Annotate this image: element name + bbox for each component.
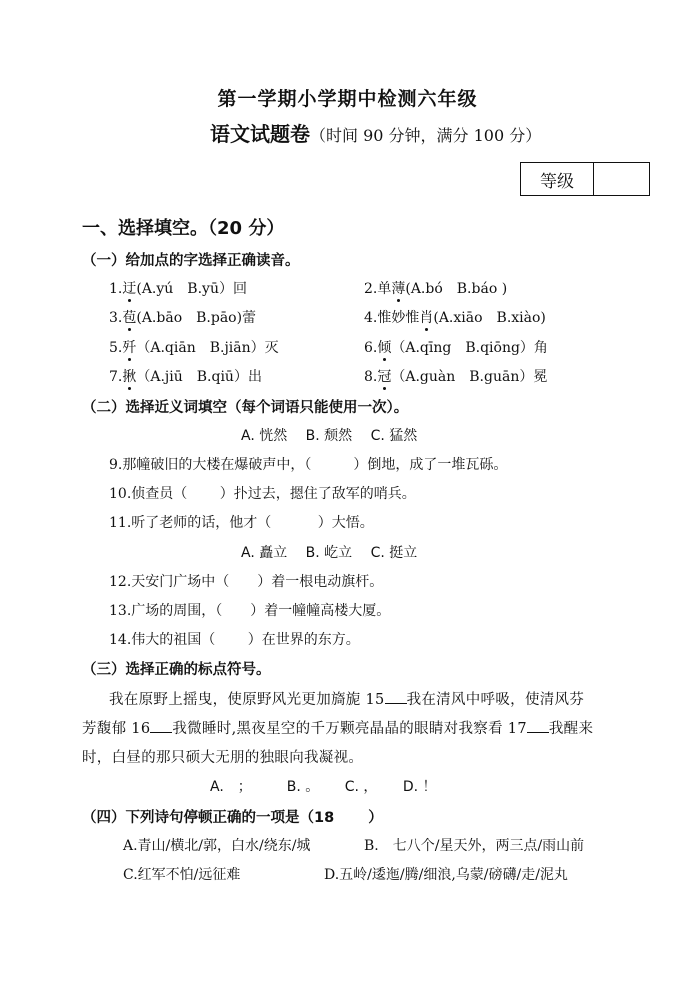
part1-heading: （一）给加点的字选择正确读音。 xyxy=(82,253,300,269)
question-10: 10.侦查员（ ）扑过去，摁住了敌军的哨兵。 xyxy=(109,486,416,502)
part2-options-2: A. 矗立 B. 屹立 C. 挺立 xyxy=(241,545,418,561)
passage-line-1: 我在原野上摇曳，使原野风光更加旖旎 15 我在清风中呼吸，使清风芬 xyxy=(109,692,585,708)
question-7: 7.揪（A.jiū B.qiū）出 xyxy=(109,369,262,385)
question-11: 11.听了老师的话，他才（ ）大悟。 xyxy=(109,515,374,531)
grade-value-field[interactable] xyxy=(594,163,649,195)
blank-17 xyxy=(527,720,549,733)
subtitle-note: （时间 90 分钟，满分 100 分） xyxy=(310,126,542,145)
grade-box xyxy=(520,162,650,196)
question-3: 3.苞(A.bāo B.pāo)蕾 xyxy=(109,310,257,326)
subtitle-main: 语文试题卷 xyxy=(210,122,310,146)
grade-label: 等级 xyxy=(521,163,594,195)
part3-heading: （三）选择正确的标点符号。 xyxy=(82,662,271,678)
question-13: 13.广场的周围，（ ）着一幢幢高楼大厦。 xyxy=(109,603,391,619)
blank-15 xyxy=(385,691,407,704)
part2-heading: （二）选择近义词填空（每个词语只能使用一次）。 xyxy=(82,400,409,416)
question-6: 6.倾（A.qīng B.qiōng）角 xyxy=(364,340,548,356)
question-14: 14.伟大的祖国（ ）在世界的东方。 xyxy=(109,632,360,648)
option-d: D.五岭/逶迤/腾/细浪,乌蒙/磅礴/走/泥丸 xyxy=(324,867,568,883)
question-5: 5.歼（A.qiān B.jiān）灭 xyxy=(109,340,279,356)
question-1: 1.迂(A.yú B.yū）回 xyxy=(109,281,247,297)
section-heading: 一、选择填空。（20 分） xyxy=(82,218,285,239)
part2-options-1: A. 恍然 B. 颓然 C. 猛然 xyxy=(241,428,418,444)
option-c: C.红军不怕/远征难 xyxy=(123,867,241,883)
part3-options: A. ； B. 。 C. ， D. ！ xyxy=(210,779,437,795)
question-12: 12.天安门广场中（ ）着一根电动旗杆。 xyxy=(109,574,384,590)
option-b: B. 七八个/星天外，两三点/雨山前 xyxy=(364,838,585,854)
question-2: 2.单薄(A.bó B.báo ) xyxy=(364,281,508,297)
option-a: A.青山/横北/郭，白水/绕东/城 xyxy=(123,838,311,854)
question-9: 9.那幢破旧的大楼在爆破声中，（ ）倒地，成了一堆瓦砾。 xyxy=(109,457,508,473)
exam-title: 第一学期小学期中检测六年级 xyxy=(217,88,478,110)
passage-line-3: 时，白昼的那只硕大无朋的独眼向我凝视。 xyxy=(82,750,364,766)
passage-line-2: 芳馥郁 16 我微睡时,黑夜星空的千万颗亮晶晶的眼睛对我察看 17 我醒来 xyxy=(82,721,594,737)
blank-16 xyxy=(150,720,172,733)
question-4: 4.惟妙惟肖(A.xiāo B.xiào) xyxy=(364,310,546,326)
exam-subtitle xyxy=(210,118,541,147)
part4-heading: （四）下列诗句停顿正确的一项是（18 ） xyxy=(82,810,383,826)
question-8: 8.冠（A.guàn B.guān）冕 xyxy=(364,369,548,385)
